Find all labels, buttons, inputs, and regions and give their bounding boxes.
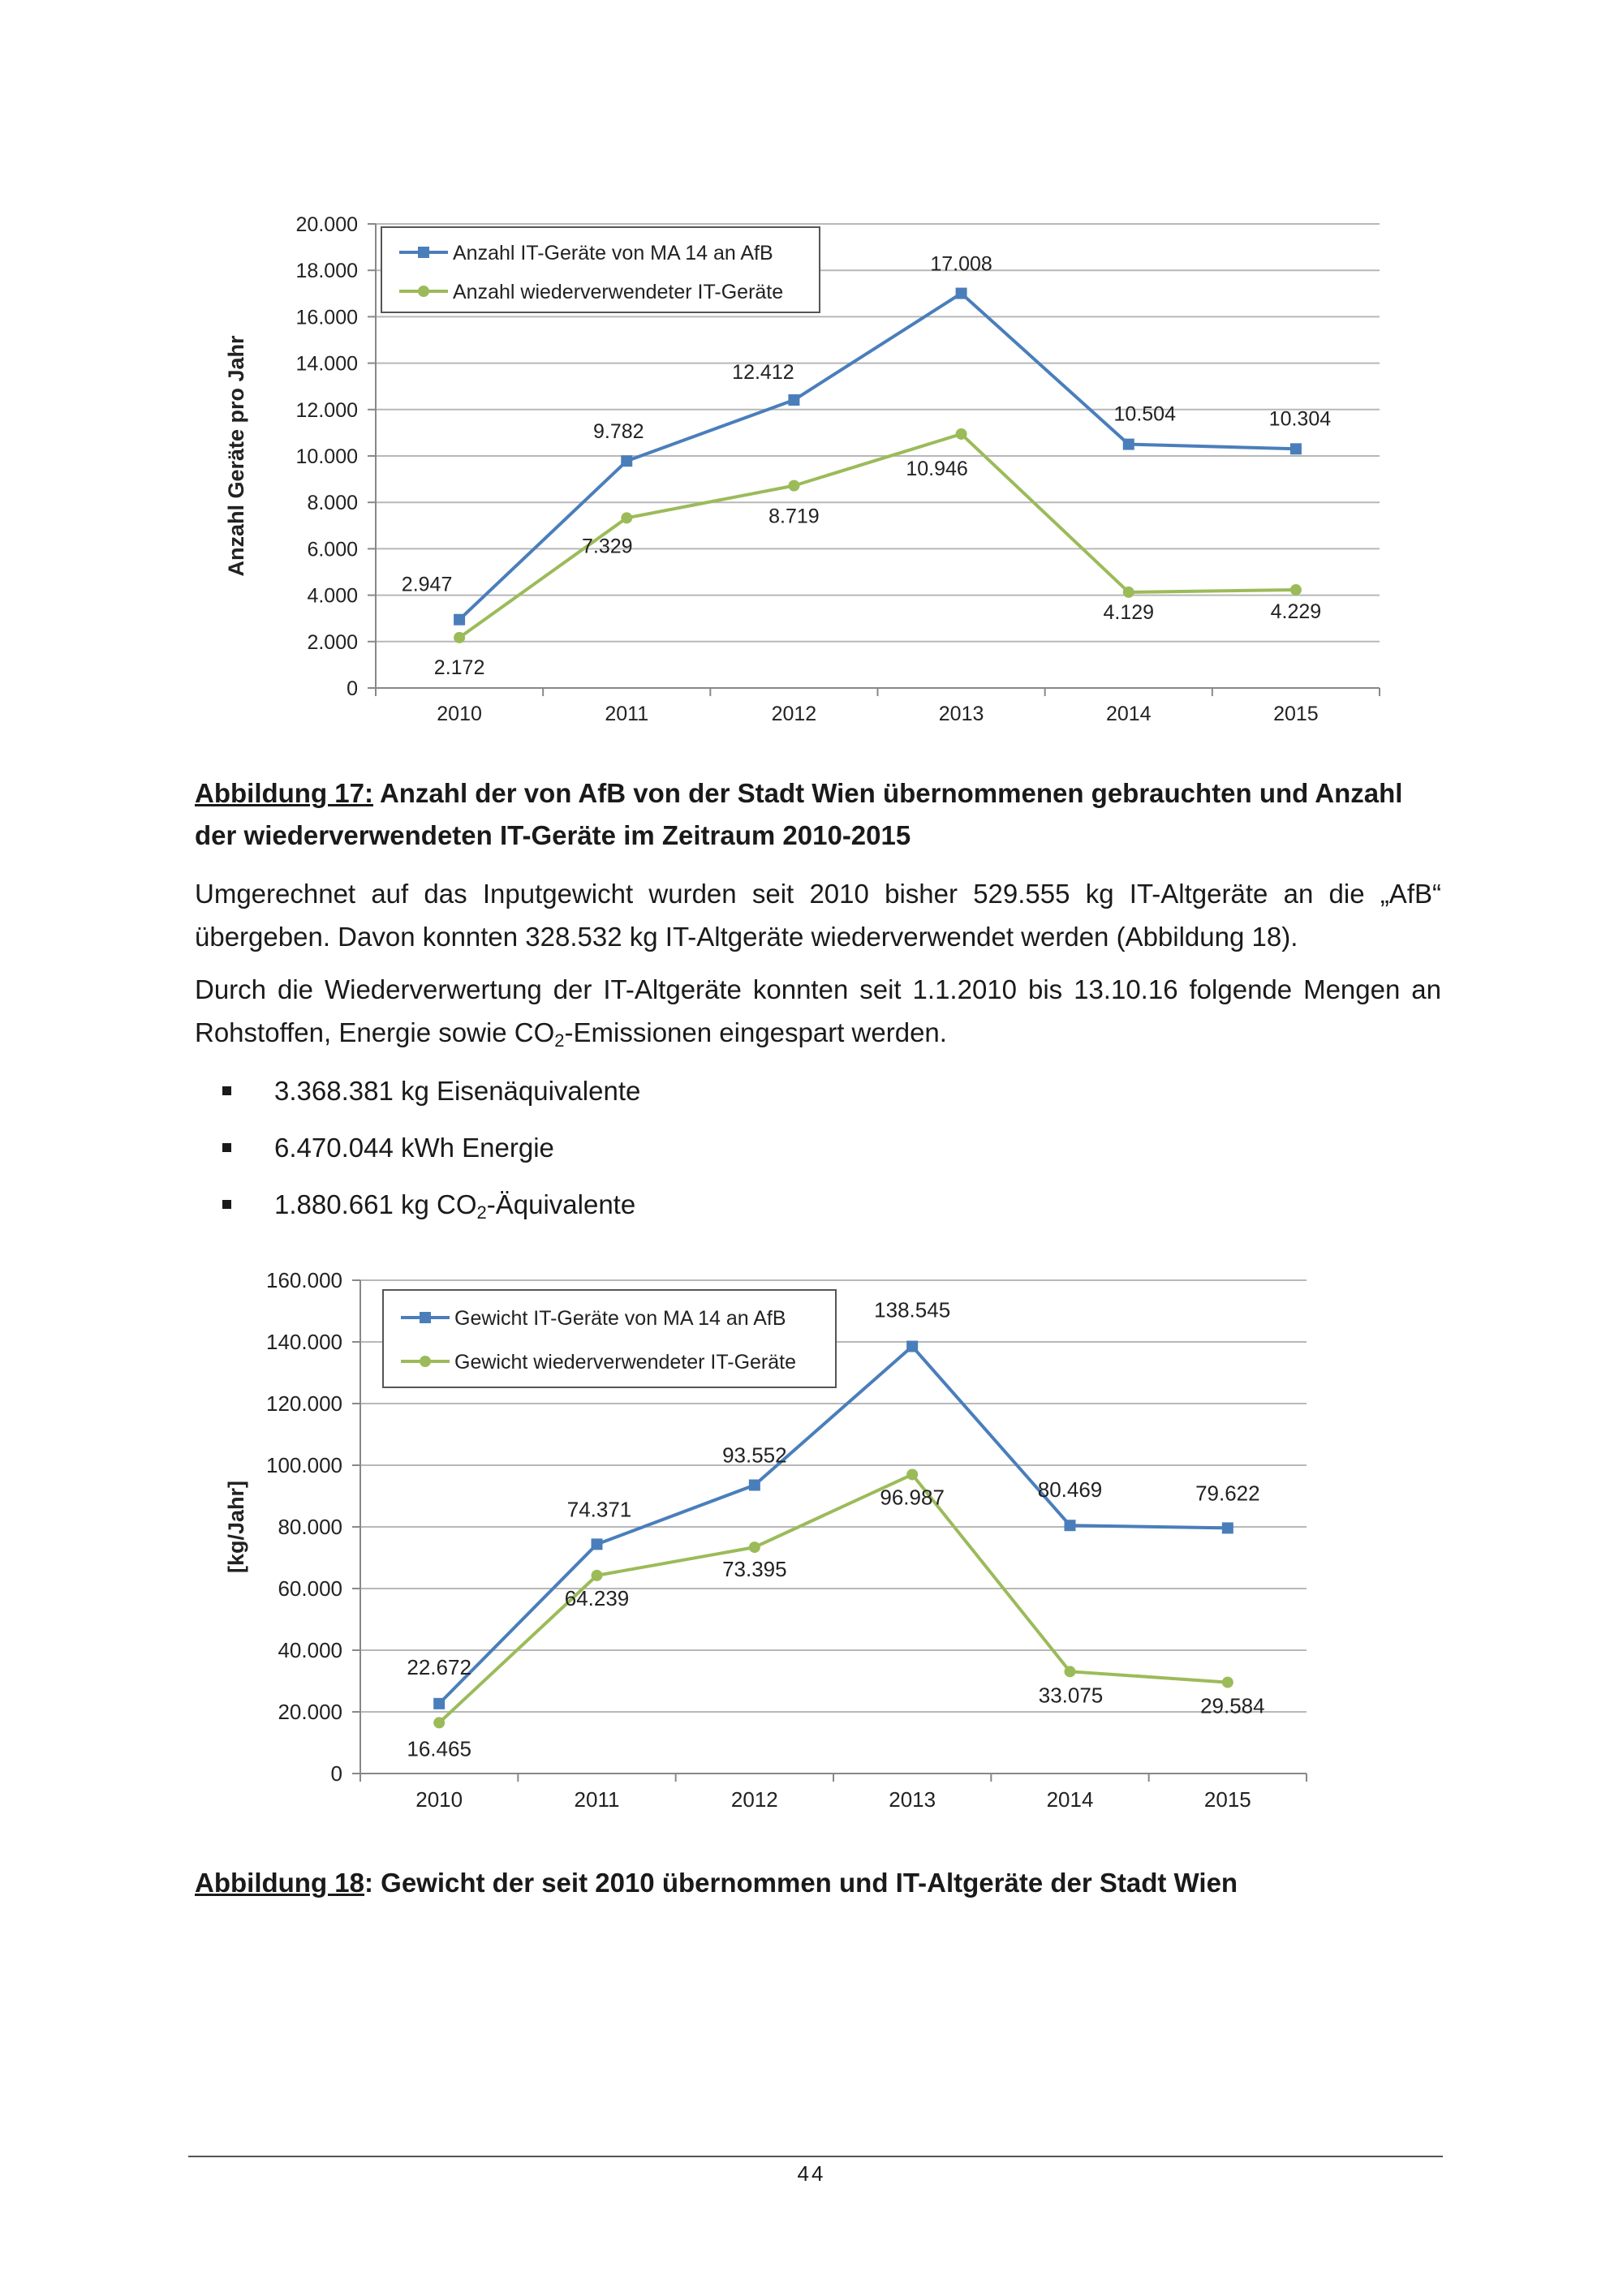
chart-it-devices-weight bbox=[224, 1268, 1307, 1812]
legend-marker bbox=[418, 247, 429, 258]
paragraph-line: übergeben. Davon konnten 328.532 kg IT-Altgeräte wiederverwendet werden (Abbildung 18). bbox=[195, 922, 1298, 952]
data-label: 7.329 bbox=[581, 535, 633, 558]
y-tick-label: 16.000 bbox=[295, 306, 358, 329]
bullet-icon bbox=[222, 1086, 231, 1095]
subscript: 2 bbox=[554, 1030, 565, 1051]
x-tick-label: 2010 bbox=[437, 703, 482, 725]
x-tick-label: 2015 bbox=[1203, 1787, 1251, 1812]
data-point bbox=[621, 455, 632, 467]
data-label: 10.504 bbox=[1113, 402, 1176, 426]
data-label: 22.672 bbox=[407, 1654, 471, 1679]
data-point bbox=[788, 394, 799, 406]
y-tick-label: 60.000 bbox=[278, 1576, 342, 1601]
y-axis-title: [kg/Jahr] bbox=[224, 1480, 248, 1574]
paragraph-text: Rohstoffen, Energie sowie CO bbox=[195, 1017, 555, 1047]
x-tick-label: 2015 bbox=[1273, 703, 1319, 725]
data-label: 33.075 bbox=[1038, 1683, 1104, 1708]
data-label: 2.947 bbox=[401, 573, 453, 596]
x-tick-label: 2010 bbox=[415, 1787, 463, 1812]
subscript: 2 bbox=[476, 1202, 487, 1223]
y-tick-label: 14.000 bbox=[295, 352, 358, 376]
y-tick-label: 160.000 bbox=[266, 1268, 342, 1292]
data-point bbox=[592, 1538, 603, 1550]
data-point bbox=[956, 288, 967, 299]
data-point bbox=[592, 1570, 603, 1581]
figure-18-label: Abbildung 18 bbox=[195, 1868, 364, 1898]
data-point bbox=[433, 1717, 445, 1728]
footer-divider bbox=[188, 2156, 1443, 2157]
x-tick-label: 2012 bbox=[730, 1787, 778, 1812]
list-item-text: -Äquivalente bbox=[486, 1189, 636, 1219]
figure-18-caption bbox=[195, 1862, 1441, 1904]
data-label: 10.946 bbox=[906, 457, 968, 480]
series-line bbox=[439, 1474, 1228, 1722]
data-point bbox=[454, 614, 465, 626]
list-item bbox=[195, 1120, 1441, 1176]
data-point bbox=[433, 1698, 445, 1709]
y-tick-label: 0 bbox=[330, 1761, 342, 1786]
list-item bbox=[195, 1063, 1441, 1120]
y-tick-label: 12.000 bbox=[295, 398, 358, 422]
data-label: 79.622 bbox=[1195, 1481, 1260, 1506]
data-label: 4.129 bbox=[1103, 600, 1155, 624]
data-point bbox=[749, 1480, 760, 1491]
y-tick-label: 140.000 bbox=[266, 1330, 342, 1354]
data-label: 29.584 bbox=[1200, 1693, 1265, 1718]
bullet-icon bbox=[222, 1143, 231, 1152]
y-tick-label: 0 bbox=[347, 677, 358, 700]
data-label: 96.987 bbox=[880, 1485, 945, 1510]
data-point bbox=[956, 428, 967, 440]
data-label: 16.465 bbox=[407, 1736, 471, 1761]
y-tick-label: 8.000 bbox=[307, 492, 358, 515]
data-point bbox=[454, 632, 465, 643]
legend-label: Gewicht wiederverwendeter IT-Geräte bbox=[454, 1351, 797, 1374]
data-label: 93.552 bbox=[722, 1443, 787, 1468]
x-tick-label: 2011 bbox=[574, 1787, 620, 1812]
data-label: 10.304 bbox=[1268, 407, 1332, 431]
x-tick-label: 2012 bbox=[771, 703, 817, 725]
data-point bbox=[906, 1341, 918, 1352]
data-point bbox=[788, 480, 799, 492]
data-point bbox=[1123, 439, 1134, 450]
x-tick-label: 2014 bbox=[1105, 703, 1152, 725]
paragraph-input-weight bbox=[195, 872, 1441, 958]
x-tick-label: 2013 bbox=[938, 703, 984, 725]
data-point bbox=[1290, 443, 1302, 454]
legend-label: Anzahl wiederverwendeter IT-Geräte bbox=[453, 281, 784, 303]
list-item bbox=[195, 1176, 1441, 1233]
list-item-text: 6.470.044 kWh Energie bbox=[274, 1133, 554, 1163]
x-tick-label: 2011 bbox=[605, 703, 649, 725]
legend-label: Anzahl IT-Geräte von MA 14 an AfB bbox=[453, 242, 773, 264]
figure-17-text: Anzahl der von AfB von der Stadt Wien übernommenen gebrauchten und Anzahl der wiederverwendeten IT-Geräte im Zeitraum 2010-2015 bbox=[195, 778, 1403, 850]
data-label: 9.782 bbox=[592, 420, 644, 444]
data-label: 64.239 bbox=[564, 1585, 630, 1610]
data-point bbox=[906, 1468, 918, 1480]
legend-marker bbox=[420, 1312, 431, 1323]
x-tick-label: 2013 bbox=[889, 1787, 936, 1812]
x-tick-label: 2014 bbox=[1046, 1787, 1094, 1812]
page-number: 44 bbox=[797, 2161, 826, 2186]
paragraph-line bbox=[195, 1017, 947, 1051]
list-item-text: 3.368.381 kg Eisenäquivalente bbox=[274, 1076, 641, 1106]
y-tick-label: 120.000 bbox=[266, 1391, 342, 1416]
figure-18-text: : Gewicht der seit 2010 übernommen und IT-Altgeräte der Stadt Wien bbox=[364, 1868, 1238, 1898]
bullet-icon bbox=[222, 1200, 231, 1209]
data-label: 8.719 bbox=[768, 505, 820, 528]
data-label: 73.395 bbox=[722, 1557, 787, 1582]
y-tick-label: 40.000 bbox=[278, 1638, 342, 1662]
data-label: 2.172 bbox=[433, 656, 485, 679]
y-tick-label: 80.000 bbox=[278, 1515, 342, 1539]
figure-17-label: Abbildung 17: bbox=[195, 778, 373, 808]
paragraph-text: -Emissionen eingespart werden. bbox=[564, 1017, 947, 1047]
y-tick-label: 2.000 bbox=[307, 630, 358, 654]
legend-label: Gewicht IT-Geräte von MA 14 an AfB bbox=[454, 1307, 786, 1330]
paragraph-line: Umgerechnet auf das Inputgewicht wurden seit 2010 bisher 529.555 kg IT-Altgeräte an die „AfB“ bbox=[195, 879, 1441, 909]
chart-it-devices-count bbox=[224, 213, 1380, 725]
y-tick-label: 6.000 bbox=[307, 538, 358, 561]
y-tick-label: 10.000 bbox=[295, 445, 358, 468]
data-point bbox=[749, 1541, 760, 1553]
data-point bbox=[621, 512, 632, 523]
y-tick-label: 18.000 bbox=[295, 260, 358, 283]
y-axis-title: Anzahl Geräte pro Jahr bbox=[224, 335, 248, 577]
data-label: 80.469 bbox=[1037, 1477, 1103, 1503]
legend-marker bbox=[420, 1356, 431, 1367]
data-point bbox=[1290, 584, 1302, 595]
legend-marker bbox=[418, 286, 429, 297]
data-label: 74.371 bbox=[566, 1497, 632, 1522]
y-tick-label: 20.000 bbox=[278, 1700, 342, 1724]
paragraph-savings bbox=[195, 968, 1441, 1054]
list-item-text: 1.880.661 kg CO bbox=[274, 1189, 477, 1219]
data-label: 138.545 bbox=[874, 1297, 951, 1322]
data-point bbox=[1065, 1666, 1076, 1677]
data-label: 4.229 bbox=[1270, 600, 1322, 624]
y-tick-label: 20.000 bbox=[295, 213, 358, 236]
figure-17-caption bbox=[195, 772, 1441, 857]
y-tick-label: 4.000 bbox=[307, 584, 358, 608]
data-point bbox=[1123, 587, 1134, 598]
data-point bbox=[1222, 1677, 1233, 1688]
data-point bbox=[1222, 1522, 1233, 1533]
data-label: 17.008 bbox=[930, 252, 992, 276]
y-tick-label: 100.000 bbox=[266, 1453, 342, 1477]
data-label: 12.412 bbox=[732, 361, 794, 385]
paragraph-line: Durch die Wiederverwertung der IT-Altgeräte konnten seit 1.1.2010 bis 13.10.16 folgende Mengen an bbox=[195, 974, 1441, 1004]
data-point bbox=[1065, 1520, 1076, 1531]
savings-list bbox=[195, 1063, 1441, 1233]
